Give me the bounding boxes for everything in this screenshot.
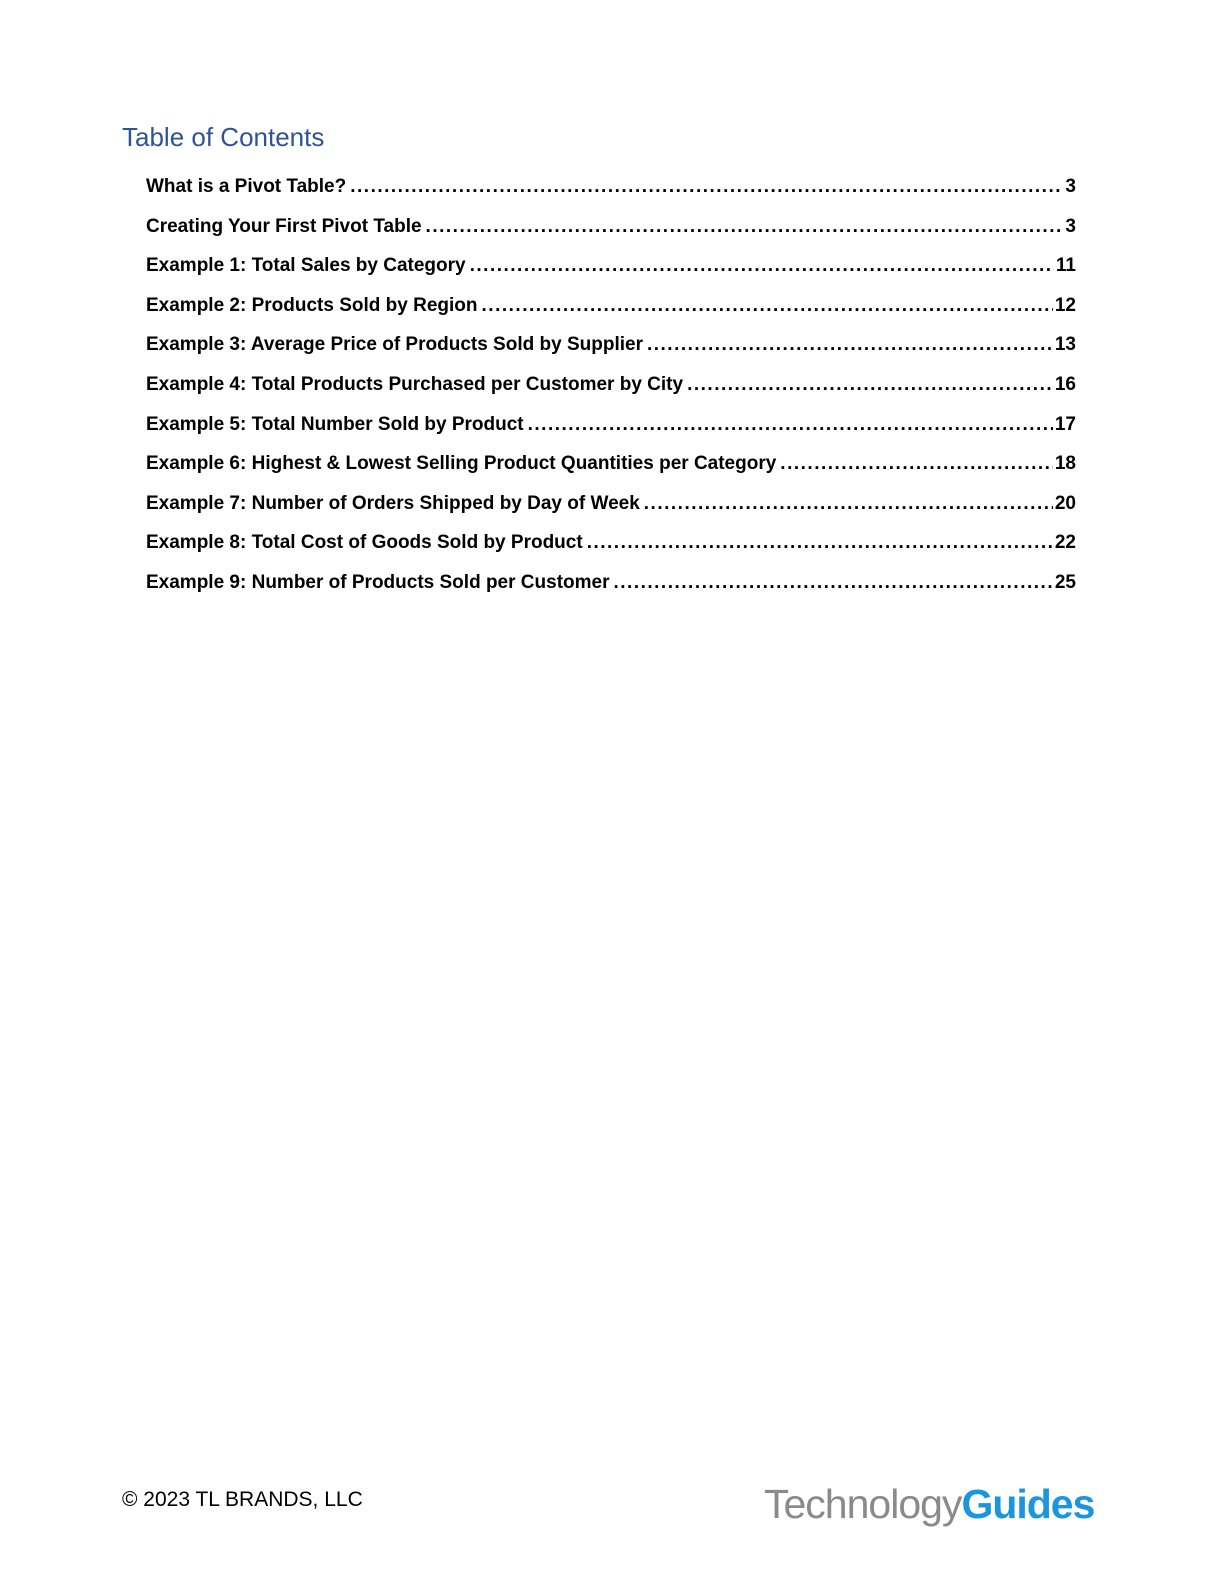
dot-leader xyxy=(780,446,1053,482)
toc-entry[interactable] xyxy=(146,248,1076,288)
dot-leader xyxy=(528,407,1053,443)
toc-entry-title: Creating Your First Pivot Table xyxy=(146,215,422,237)
toc-page-number: 18 xyxy=(1054,453,1076,475)
dot-leader xyxy=(587,525,1053,561)
toc-page-number: 12 xyxy=(1054,294,1076,316)
toc-entry[interactable] xyxy=(146,525,1076,565)
footer-copyright: © 2023 TL BRANDS, LLC xyxy=(122,1488,363,1511)
toc-entry[interactable] xyxy=(146,446,1076,486)
toc-entry-title: What is a Pivot Table? xyxy=(146,176,347,197)
toc-entry-title: Example 7: Number of Orders Shipped by Day of Week xyxy=(146,492,640,514)
toc-list xyxy=(146,169,1076,605)
dot-leader xyxy=(647,327,1053,363)
toc-entry-title: Example 4: Total Products Purchased per Customer by City xyxy=(146,373,684,395)
toc-entry[interactable] xyxy=(146,327,1076,367)
toc-page-number: 16 xyxy=(1054,373,1076,395)
toc-page-number: 22 xyxy=(1054,532,1076,554)
toc-entry[interactable] xyxy=(146,367,1076,407)
toc-page-number: 25 xyxy=(1054,571,1076,593)
logo-text-guides: Guides xyxy=(961,1481,1095,1527)
toc-entry-title: Example 9: Number of Products Sold per Customer xyxy=(146,571,610,593)
toc-title: Table of Contents xyxy=(122,122,325,152)
toc-page-number: 13 xyxy=(1054,334,1076,356)
toc-entry-title: Example 3: Average Price of Products Sold by Supplier xyxy=(146,334,643,356)
toc-entry[interactable] xyxy=(146,486,1076,526)
dot-leader xyxy=(613,565,1052,601)
toc-entry-title: Example 5: Total Number Sold by Product xyxy=(146,413,524,435)
toc-entry[interactable] xyxy=(146,407,1076,447)
dot-leader xyxy=(687,367,1053,403)
dot-leader xyxy=(350,169,1063,205)
toc-entry[interactable] xyxy=(146,288,1076,328)
logo-text-technology: Technology xyxy=(764,1481,962,1527)
toc-entry-title: Example 1: Total Sales by Category xyxy=(146,255,466,277)
dot-leader xyxy=(644,486,1053,522)
technology-guides-logo xyxy=(764,1476,1118,1532)
toc-page-number: 17 xyxy=(1054,413,1076,435)
toc-page-number: 3 xyxy=(1065,215,1076,237)
toc-entry-title: Example 6: Highest & Lowest Selling Product Quantities per Category xyxy=(146,453,777,475)
dot-leader xyxy=(482,288,1053,324)
toc-entry[interactable] xyxy=(146,565,1076,605)
dot-leader xyxy=(426,209,1064,245)
toc-entry-title: Example 8: Total Cost of Goods Sold by Product xyxy=(146,532,583,554)
dot-leader xyxy=(470,248,1054,284)
toc-page-number: 3 xyxy=(1065,176,1076,197)
toc-entry[interactable] xyxy=(146,209,1076,249)
toc-entry[interactable] xyxy=(146,169,1076,209)
toc-page-number: 20 xyxy=(1054,492,1076,514)
toc-page-number: 11 xyxy=(1055,255,1076,277)
toc-entry-title: Example 2: Products Sold by Region xyxy=(146,294,478,316)
